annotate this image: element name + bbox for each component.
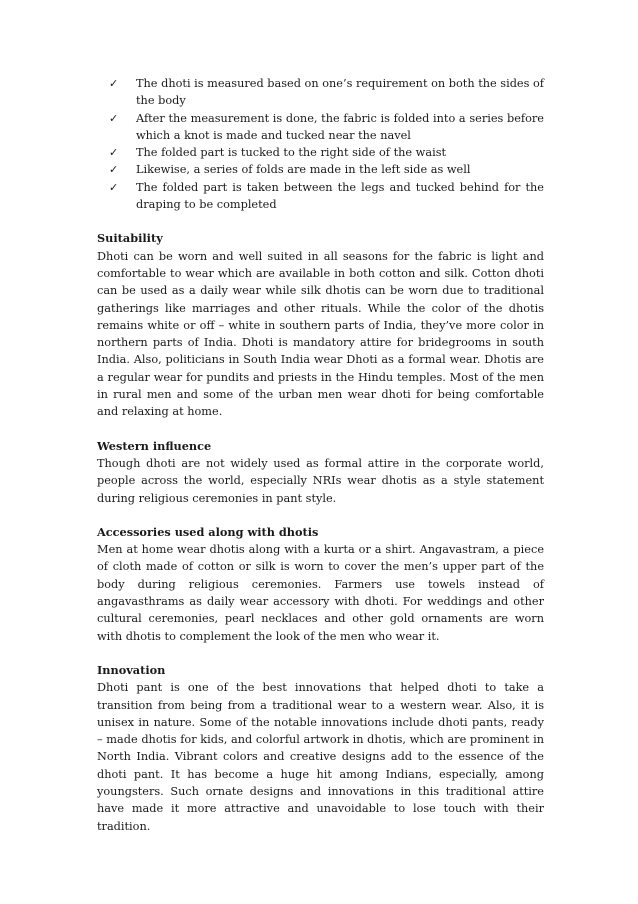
section-body: Men at home wear dhotis along with a kurta or a shirt. Angavastram, a piece of cloth made of cotton or silk is worn to cover the men’s upper part of the body during religious ceremonies. Farmers use towels instead of angavasthrams as daily wear accessory with dhoti. For weddings and other cultural ceremonies, pearl necklaces and other gold ornaments are worn with dhotis to complement the look of the men who wear it.	[97, 543, 544, 643]
list-item-text: The dhoti is measured based on one’s requirement on both the sides of the body	[136, 77, 544, 108]
checkmark-icon: ✓	[109, 111, 119, 125]
list-item-text: The folded part is tucked to the right side of the waist	[136, 146, 447, 160]
list-item-text: The folded part is taken between the legs and tucked behind for the draping to be completed	[136, 180, 544, 212]
list-item	[109, 179, 544, 214]
checkmark-icon: ✓	[109, 180, 119, 194]
section-innovation	[97, 662, 544, 835]
section-body: Dhoti pant is one of the best innovations that helped dhoti to take a transition from being from a traditional wear to a western wear. Also, it is unisex in nature. Some of the notable innovations include dhoti pants, ready – made dhotis for kids, and colorful artwork in dhotis, which are prominent in North India. Vibrant colors and creative designs add to the essence of the dhoti pant. It has become a huge hit among Indians, especially, among youngsters. Such ornate designs and innovations in this traditional attire have made it more attractive and unavoidable to lose touch with their tradition.	[97, 681, 544, 833]
checkmark-icon: ✓	[109, 163, 119, 177]
document-page	[97, 75, 544, 835]
section-heading: Innovation	[97, 662, 166, 677]
draping-steps-list	[97, 75, 544, 213]
list-item	[109, 75, 544, 110]
section-suitability	[97, 230, 544, 420]
list-item	[109, 144, 544, 161]
section-body: Dhoti can be worn and well suited in all seasons for the fabric is light and comfortable to wear which are available in both cotton and silk. Cotton dhoti can be used as a daily wear while silk dhotis can be worn due to traditional gatherings like marriages and other rituals. While the color of the dhotis remains white or off – white in southern parts of India, they’ve more color in northern parts of India. Dhoti is mandatory attire for bridegrooms in south India. Also, politicians in South India wear Dhoti as a formal wear. Dhotis are a regular wear for pundits and priests in the Hindu temples. Most of the men in rural men and some of the urban men wear dhoti for being comfortable and relaxing at home.	[97, 249, 544, 419]
checkmark-icon: ✓	[109, 146, 119, 160]
list-item-text: After the measurement is done, the fabric is folded into a series before which a knot is made and tucked near the navel	[136, 111, 544, 142]
section-heading: Western influence	[97, 438, 212, 453]
list-item-text: Likewise, a series of folds are made in the left side as well	[136, 163, 471, 177]
section-body: Though dhoti are not widely used as formal attire in the corporate world, people across the world, especially NRIs wear dhotis as a style statement during religious ceremonies in pant style.	[97, 456, 544, 505]
section-heading: Suitability	[97, 231, 163, 246]
checkmark-icon: ✓	[109, 77, 119, 90]
list-item	[109, 110, 544, 145]
section-accessories	[97, 524, 544, 645]
section-heading: Accessories used along with dhotis	[97, 524, 319, 539]
section-western-influence	[97, 438, 544, 507]
list-item	[109, 161, 544, 178]
